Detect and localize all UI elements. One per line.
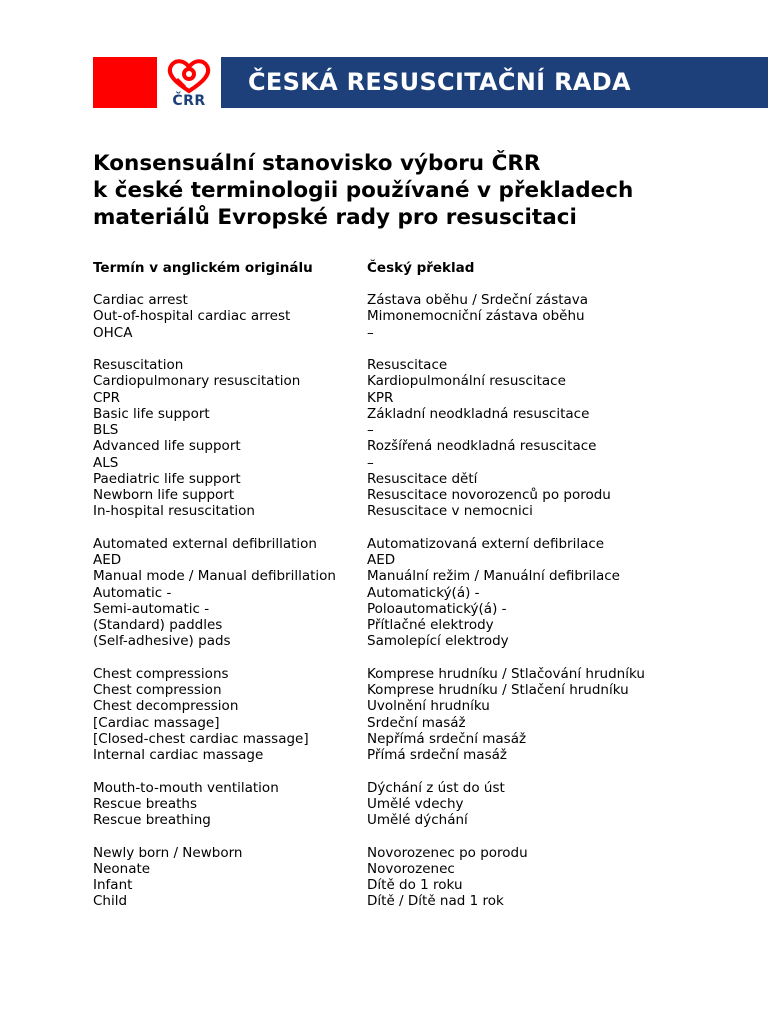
czech-translation: Resuscitace xyxy=(367,357,448,373)
english-term: Infant xyxy=(93,877,133,893)
czech-translation: Umělé dýchání xyxy=(367,812,468,828)
term-row xyxy=(93,796,753,812)
term-row xyxy=(93,422,753,438)
term-row xyxy=(93,893,753,909)
term-row xyxy=(93,487,753,503)
czech-translation: Základní neodkladná resuscitace xyxy=(367,405,590,422)
english-term: Neonate xyxy=(93,860,151,877)
english-term: Internal cardiac massage xyxy=(93,747,264,763)
term-row xyxy=(93,373,753,389)
english-term: (Standard) paddles xyxy=(93,617,223,633)
czech-translation: Komprese hrudníku / Stlačování hrudníku xyxy=(367,665,645,682)
english-term: BLS xyxy=(93,422,119,438)
english-term: [Closed-chest cardiac massage] xyxy=(93,730,309,747)
term-row xyxy=(93,390,753,406)
logo-text: ČRR xyxy=(172,93,206,109)
english-term: Advanced life support xyxy=(93,438,241,455)
czech-translation: Uvolnění hrudníku xyxy=(367,698,490,715)
banner-title: ČESKÁ RESUSCITAČNÍ RADA xyxy=(248,68,631,96)
english-term: Rescue breaths xyxy=(93,795,197,812)
english-term: Newly born / Newborn xyxy=(93,844,243,861)
czech-translation: Automatický(á) - xyxy=(367,584,480,601)
group-spacer xyxy=(93,520,753,536)
term-row xyxy=(93,406,753,422)
english-term: AED xyxy=(93,552,122,568)
heart-logo-icon xyxy=(163,57,215,95)
title-banner xyxy=(221,57,768,108)
term-row xyxy=(93,601,753,617)
english-term: Mouth-to-mouth ventilation xyxy=(93,779,279,796)
english-term: Paediatric life support xyxy=(93,470,241,487)
english-term: Resuscitation xyxy=(93,357,184,373)
english-term: Basic life support xyxy=(93,405,210,422)
czech-translation: Přímá srdeční masáž xyxy=(367,747,507,763)
term-row xyxy=(93,780,753,796)
czech-translation: Manuální režim / Manuální defibrilace xyxy=(367,568,620,585)
czech-translation: Automatizovaná externí defibrilace xyxy=(367,535,605,552)
term-row xyxy=(93,536,753,552)
czech-translation: Samolepící elektrody xyxy=(367,633,509,650)
term-row xyxy=(93,715,753,731)
czech-translation: Dítě do 1 roku xyxy=(367,877,463,893)
term-row xyxy=(93,552,753,568)
english-term: Semi-automatic - xyxy=(93,600,210,617)
term-row xyxy=(93,633,753,649)
czech-translation: Komprese hrudníku / Stlačení hrudníku xyxy=(367,682,629,698)
czech-translation: Umělé vdechy xyxy=(367,795,464,812)
term-row xyxy=(93,877,753,893)
term-row xyxy=(93,698,753,714)
term-row xyxy=(93,617,753,633)
czech-translation: Zástava oběhu / Srdeční zástava xyxy=(367,292,589,308)
title-line-2: k české terminologii používané v překladech xyxy=(93,178,634,203)
czech-translation: Srdeční masáž xyxy=(367,714,466,731)
header xyxy=(93,57,768,108)
czech-translation: Novorozenec po porodu xyxy=(367,844,528,861)
english-term: Cardiac arrest xyxy=(93,292,188,308)
term-row xyxy=(93,503,753,519)
title-line-1: Konsensuální stanovisko výboru ČRR xyxy=(93,151,541,176)
group-spacer xyxy=(93,341,753,357)
term-row xyxy=(93,845,753,861)
term-row xyxy=(93,747,753,763)
term-row xyxy=(93,357,753,373)
group-spacer xyxy=(93,763,753,779)
english-term: [Cardiac massage] xyxy=(93,714,220,731)
term-row xyxy=(93,682,753,698)
czech-translation: AED xyxy=(367,552,396,568)
english-term: In-hospital resuscitation xyxy=(93,503,255,520)
term-row xyxy=(93,666,753,682)
term-row xyxy=(93,308,753,324)
english-term: Cardiopulmonary resuscitation xyxy=(93,373,301,390)
term-row xyxy=(93,471,753,487)
english-term: Rescue breathing xyxy=(93,812,211,828)
english-term: Newborn life support xyxy=(93,487,235,503)
czech-translation: Kardiopulmonální resuscitace xyxy=(367,373,566,390)
czech-translation: Resuscitace novorozenců po porodu xyxy=(367,487,611,503)
english-term: Child xyxy=(93,893,128,910)
czech-translation: – xyxy=(367,454,374,471)
czech-translation: Mimonemocniční zástava oběhu xyxy=(367,308,585,325)
title-line-3: materiálů Evropské rady pro resuscitaci xyxy=(93,205,577,230)
group-spacer xyxy=(93,828,753,844)
czech-translation: Dýchání z úst do úst xyxy=(367,779,505,796)
term-row xyxy=(93,325,753,341)
term-row xyxy=(93,585,753,601)
column-header-czech: Český překlad xyxy=(367,260,475,276)
terminology-table xyxy=(93,292,753,910)
red-block xyxy=(93,57,157,108)
term-row xyxy=(93,438,753,454)
term-row xyxy=(93,455,753,471)
czech-translation: Poloautomatický(á) - xyxy=(367,600,507,617)
term-row xyxy=(93,812,753,828)
term-row xyxy=(93,731,753,747)
czech-translation: Dítě / Dítě nad 1 rok xyxy=(367,893,504,910)
english-term: CPR xyxy=(93,389,120,406)
crr-logo xyxy=(163,57,215,108)
english-term: Chest compressions xyxy=(93,665,229,682)
english-term: (Self-adhesive) pads xyxy=(93,633,231,650)
english-term: OHCA xyxy=(93,324,133,341)
group-spacer xyxy=(93,650,753,666)
czech-translation: Resuscitace dětí xyxy=(367,470,478,487)
term-row xyxy=(93,861,753,877)
english-term: Chest compression xyxy=(93,682,222,698)
czech-translation: Resuscitace v nemocnici xyxy=(367,503,533,520)
english-term: Automated external defibrillation xyxy=(93,535,317,552)
czech-translation: – xyxy=(367,422,374,438)
term-row xyxy=(93,568,753,584)
czech-translation: KPR xyxy=(367,389,394,406)
czech-translation: – xyxy=(367,324,374,341)
english-term: Manual mode / Manual defibrillation xyxy=(93,568,336,585)
english-term: ALS xyxy=(93,454,119,471)
czech-translation: Nepřímá srdeční masáž xyxy=(367,730,527,747)
english-term: Out-of-hospital cardiac arrest xyxy=(93,308,291,325)
czech-translation: Novorozenec xyxy=(367,860,455,877)
english-term: Automatic - xyxy=(93,584,172,601)
term-row xyxy=(93,292,753,308)
column-header-english: Termín v anglickém originálu xyxy=(93,260,313,276)
document-title xyxy=(93,150,733,231)
czech-translation: Přítlačné elektrody xyxy=(367,617,494,633)
english-term: Chest decompression xyxy=(93,698,239,715)
czech-translation: Rozšířená neodkladná resuscitace xyxy=(367,438,597,455)
